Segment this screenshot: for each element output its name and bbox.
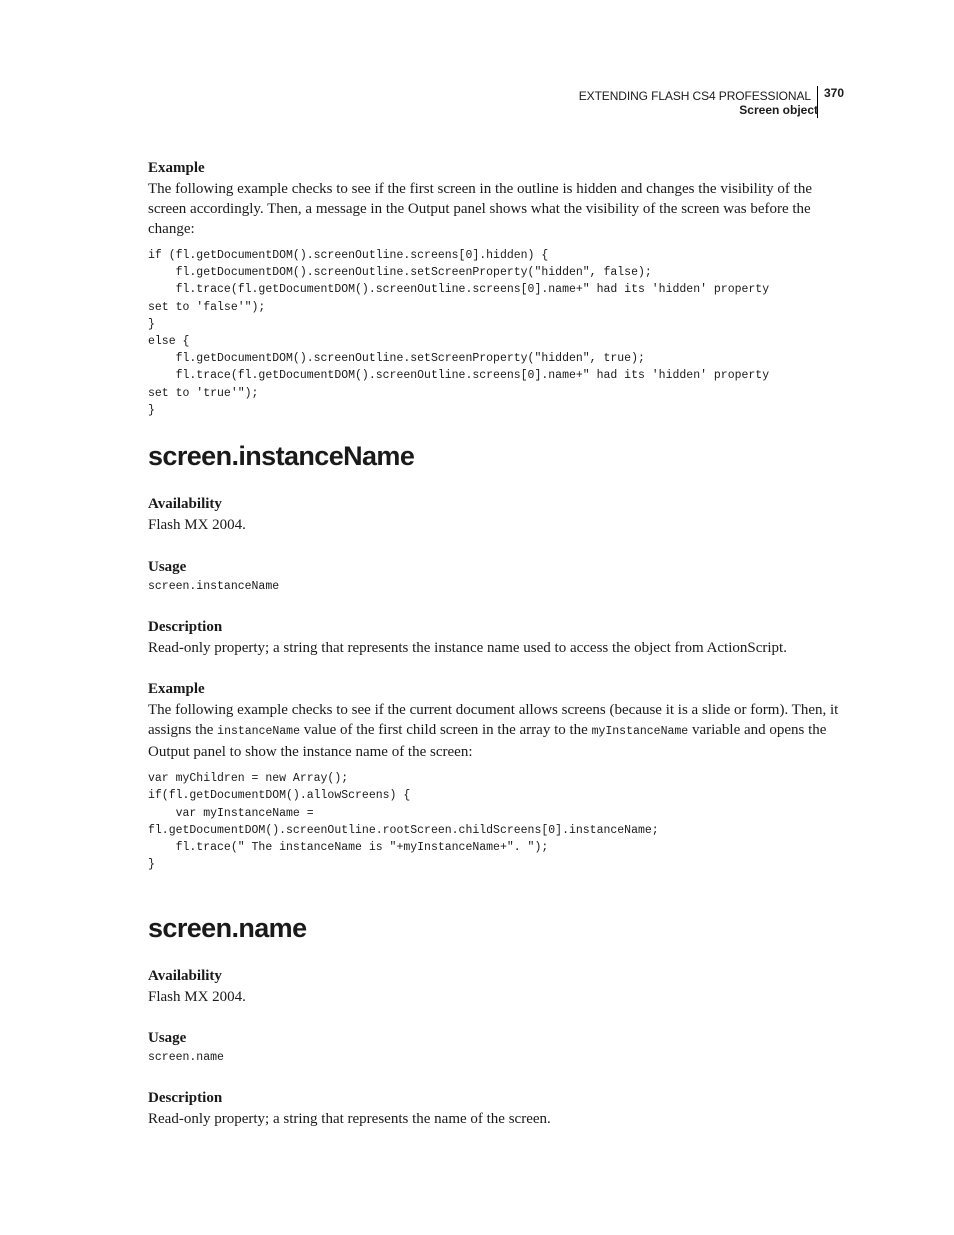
running-header xyxy=(579,86,844,118)
example-text: The following example checks to see if the first screen in the outline is hidden and changes the visibility of the screen accordingly. Then, a message in the Output panel shows what the visibility of the screen was before the change: xyxy=(148,181,812,237)
availability-heading: Availability xyxy=(148,968,222,984)
inline-code-instance-name: instanceName xyxy=(217,725,300,739)
usage-heading: Usage xyxy=(148,1030,187,1046)
example-text-part: variable and opens the Output panel to show the instance name of the screen: xyxy=(148,722,827,761)
availability-heading: Availability xyxy=(148,496,222,512)
section-title: Screen object xyxy=(739,103,818,117)
example-heading: Example xyxy=(148,681,205,698)
example-text-part: value of the first child screen in the array to the xyxy=(300,722,592,739)
section-title-instance-name: screen.instanceName xyxy=(148,441,415,471)
usage-code: screen.name xyxy=(148,1051,224,1064)
description-heading: Description xyxy=(148,619,223,636)
availability-text: Flash MX 2004. xyxy=(148,989,246,1005)
usage-code: screen.instanceName xyxy=(148,580,280,593)
example-text xyxy=(148,700,848,762)
description-text: Read-only property; a string that represents the name of the screen. xyxy=(148,1111,551,1128)
book-title: EXTENDING FLASH CS4 PROFESSIONAL xyxy=(578,89,811,103)
example-code: var myChildren = new Array(); if(fl.getDocumentDOM().allowScreens) { var myInstanceName = fl.getDocumentDOM().screenOutline.rootScreen.childScreens[0].instanceName; fl.trace(" The instanceName is "+myInstanceName+". "); } xyxy=(148,772,659,872)
inline-code-my-instance-name: myInstanceName xyxy=(591,725,689,739)
section-name xyxy=(148,912,848,1129)
usage-heading: Usage xyxy=(148,559,187,575)
section-title-name: screen.name xyxy=(148,913,307,943)
top-example xyxy=(148,158,848,419)
example-text-part: The following example checks to see if the current document allows screens (because it is a slide or form). Then, it assigns the xyxy=(148,702,839,739)
example-heading: Example xyxy=(148,160,205,176)
page-number: 370 xyxy=(823,86,844,100)
example-code: if (fl.getDocumentDOM().screenOutline.screens[0].hidden) { fl.getDocumentDOM().screenOutline.setScreenProperty("hidden", false); fl.trace(fl.getDocumentDOM().screenOutline.screens[0].name+" had its 'hidden' property set to 'false'"); } else { fl.getDocumentDOM().screenOutline.setScreenProperty("hidden", true); fl.trace(fl.getDocumentDOM().screenOutline.screens[0].name+" had its 'hidden' property set to 'true'"); } xyxy=(148,249,770,417)
availability-text: Flash MX 2004. xyxy=(148,517,246,533)
section-instance-name xyxy=(148,440,848,873)
description-heading: Description xyxy=(148,1090,223,1107)
description-text: Read-only property; a string that represents the instance name used to access the object from ActionScript. xyxy=(148,640,787,657)
